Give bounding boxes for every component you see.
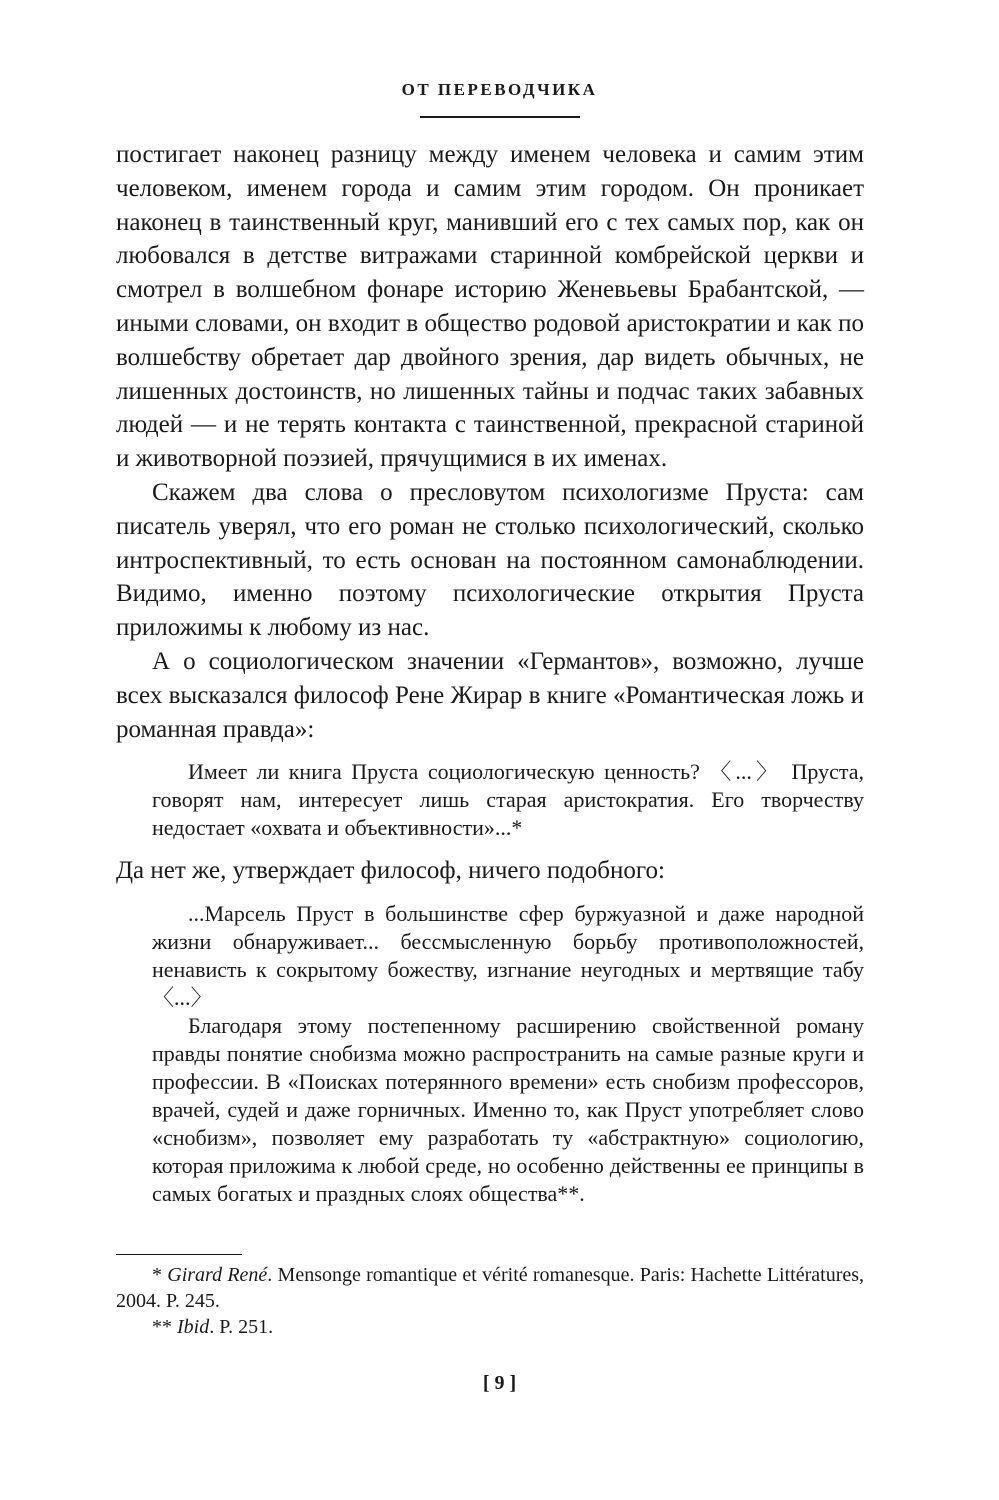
footnote-1-marker: * bbox=[152, 1264, 162, 1286]
footnote-1-text: . Mensonge romantique et vérité romanesque. Paris: Hachette Littératures, 2004. P. 245. bbox=[116, 1264, 865, 1312]
paragraph-2: Скажем два слова о пресловутом психологизме Пруста: сам писатель уверял, что его роман не столько психологический, сколько интроспективный, то есть основан на постоянном самонаблюдении. Видимо, именно поэтому психологические открытия Пруста приложимы к любому из нас. bbox=[116, 478, 864, 642]
block-quote-2 bbox=[116, 900, 864, 1208]
footnotes bbox=[116, 1262, 864, 1340]
footnote-rule bbox=[116, 1254, 242, 1255]
footnote-2-text: . P. 251. bbox=[209, 1316, 274, 1338]
quote-1-text: Имеет ли книга Пруста социологическую ценность? 〈...〉 Пруста, говорят нам, интересует лишь старая аристократия. Его творчеству недостает «охвата и объективности»...* bbox=[152, 759, 864, 841]
footnote-2-marker: ** bbox=[152, 1316, 172, 1338]
footnote-2 bbox=[116, 1314, 864, 1340]
paragraph-1: постигает наконец разницу между именем человека и самим этим человеком, именем города и самим этим городом. Он проникает наконец в таинственный круг, манивший его с тех самых пор, как он любовался в детстве витражами старинной комбрейской церкви и смотрел в волшебном фонаре историю Женевьевы Брабантской, — иными словами, он входит в общество родовой аристократии и как по волшебству обретает дар двойного зрения, дар видеть обычных, не лишенных достоинств, но лишенных тайны и подчас таких забавных людей — и не терять контакта с таинственной, прекрасной стариной и животворной поэзией, прячущимися в их именах. bbox=[116, 141, 864, 473]
quote-2-first-paragraph: ...Марсель Пруст в большинстве сфер буржуазной и даже народной жизни обнаруживает... бессмысленную борьбу противоположностей, ненависть к сокрытому божеству, изгнание неугодных и мертвящие табу 〈...〉 bbox=[152, 901, 864, 1011]
block-quote-1 bbox=[116, 758, 864, 842]
footnote-1-author: Girard René bbox=[167, 1264, 268, 1286]
footnote-1 bbox=[116, 1262, 864, 1314]
footnote-2-ibid: Ibid bbox=[177, 1316, 210, 1338]
paragraph-4: Да нет же, утверждает философ, ничего подобного: bbox=[116, 857, 665, 885]
running-title: ОТ ПЕРЕВОДЧИКА bbox=[401, 80, 598, 99]
quote-2-second-paragraph: Благодаря этому постепенному расширению свойственной роману правды понятие снобизма можно распространить на самые разные круги и профессии. В «Поисках потерянного времени» есть снобизм профессоров, врачей, судей и даже горничных. Именно то, как Пруст употребляет слово «снобизм», позволяет ему разработать ту «абстрактную» социологию, которая приложима к любой среде, но особенно действенны ее принципы в самых богатых и праздных слоях общества**. bbox=[152, 1013, 864, 1207]
main-text bbox=[116, 138, 864, 1220]
paragraph-3: А о социологическом значении «Германтов», возможно, лучше всех высказался философ Рене Жирар в книге «Романтическая ложь и романная правда»: bbox=[116, 647, 864, 743]
header-rule bbox=[420, 116, 580, 118]
page-number: [ 9 ] bbox=[482, 1372, 517, 1394]
